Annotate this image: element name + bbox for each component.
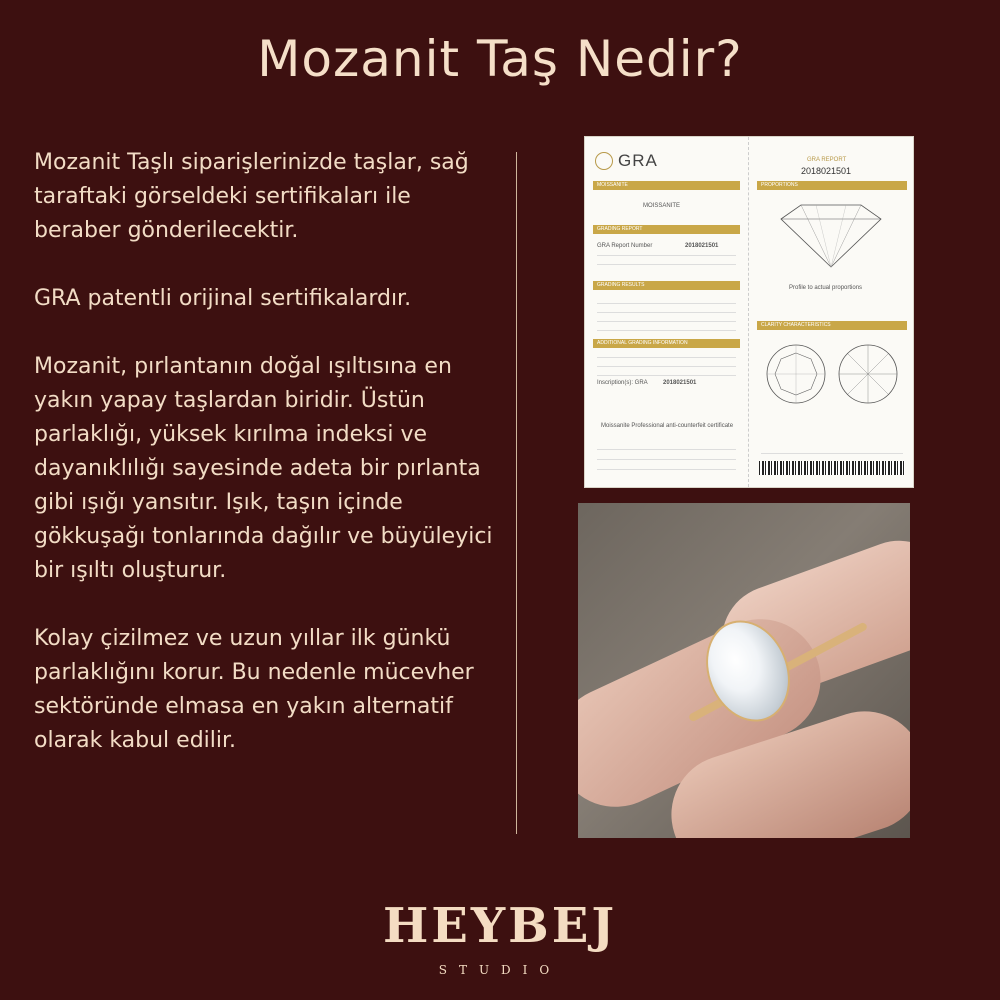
line [597, 459, 736, 460]
brand-logo: HEYBEJ [382, 898, 618, 954]
paragraph-durability: Kolay çizilmez ve uzun yıllar ilk günkü parlaklığını korur. Bu nedenle mücevher sektöründe elmasa en yakın alternatif olarak kabul edilir. [34, 626, 474, 753]
line [597, 375, 736, 376]
inscription-label: Inscription(s): GRA [597, 380, 648, 386]
brand-logo-sub: STUDIO [438, 963, 562, 977]
line [597, 312, 736, 313]
ring-photo [578, 503, 910, 838]
line [597, 449, 736, 450]
right-report-number: 2018021501 [801, 166, 852, 176]
vertical-divider [516, 152, 517, 834]
line [597, 303, 736, 304]
line [597, 469, 736, 470]
bar-grading-report: GRADING REPORT [593, 225, 740, 234]
barcode [759, 461, 905, 475]
bar-moissanite: MOISSANITE [593, 181, 740, 190]
line [597, 255, 736, 256]
moissanite-label: MOISSANITE [643, 203, 681, 209]
bar-clarity: CLARITY CHARACTERISTICS [757, 321, 907, 330]
bar-grading-results: GRADING RESULTS [593, 281, 740, 290]
clarity-bottom-diagram [837, 343, 899, 405]
bar-additional-info: ADDITIONAL GRADING INFORMATION [593, 339, 740, 348]
line [597, 264, 736, 265]
description-text [34, 146, 504, 792]
bar-proportions: PROPORTIONS [757, 181, 907, 190]
paragraph-certificates: Mozanit Taşlı siparişlerinizde taşlar, sağ taraftaki görseldeki sertifikaları ile beraber gönderilecektir. [34, 150, 469, 243]
gra-certificate-image [584, 136, 914, 488]
line [761, 453, 903, 454]
certificate-left-panel [585, 137, 749, 487]
line [597, 330, 736, 331]
page-title: Mozanit Taş Nedir? [257, 30, 743, 88]
clarity-top-diagram [765, 343, 827, 405]
gra-logo [595, 151, 658, 171]
right-header: GRA REPORT [807, 157, 847, 163]
line [597, 321, 736, 322]
paragraph-gra: GRA patentli orijinal sertifikalardır. [34, 286, 412, 311]
report-number-label: GRA Report Number [597, 243, 653, 249]
paragraph-brilliance: Mozanit, pırlantanın doğal ışıltısına en yakın yapay taşlardan biridir. Üstün parlaklığı, yüksek kırılma indeksi ve dayanıklılığı sayesinde adeta bir pırlanta gibi ışığı yansıtır. Işık, taşın içinde gökkuşağı tonlarında dağılır ve büyüleyici bir ışıltı oluşturur. [34, 354, 493, 583]
line [597, 357, 736, 358]
gra-logo-text: GRA [618, 151, 658, 170]
anti-counterfeit-text: Moissanite Professional anti-counterfeit certificate [601, 423, 734, 429]
gra-seal-icon [595, 152, 613, 170]
diamond-profile-diagram [771, 197, 891, 269]
line [597, 366, 736, 367]
certificate-right-panel [749, 137, 914, 487]
inscription-number: 2018021501 [663, 380, 697, 386]
profile-caption: Profile to actual proportions [789, 285, 863, 291]
report-number: 2018021501 [685, 243, 719, 249]
